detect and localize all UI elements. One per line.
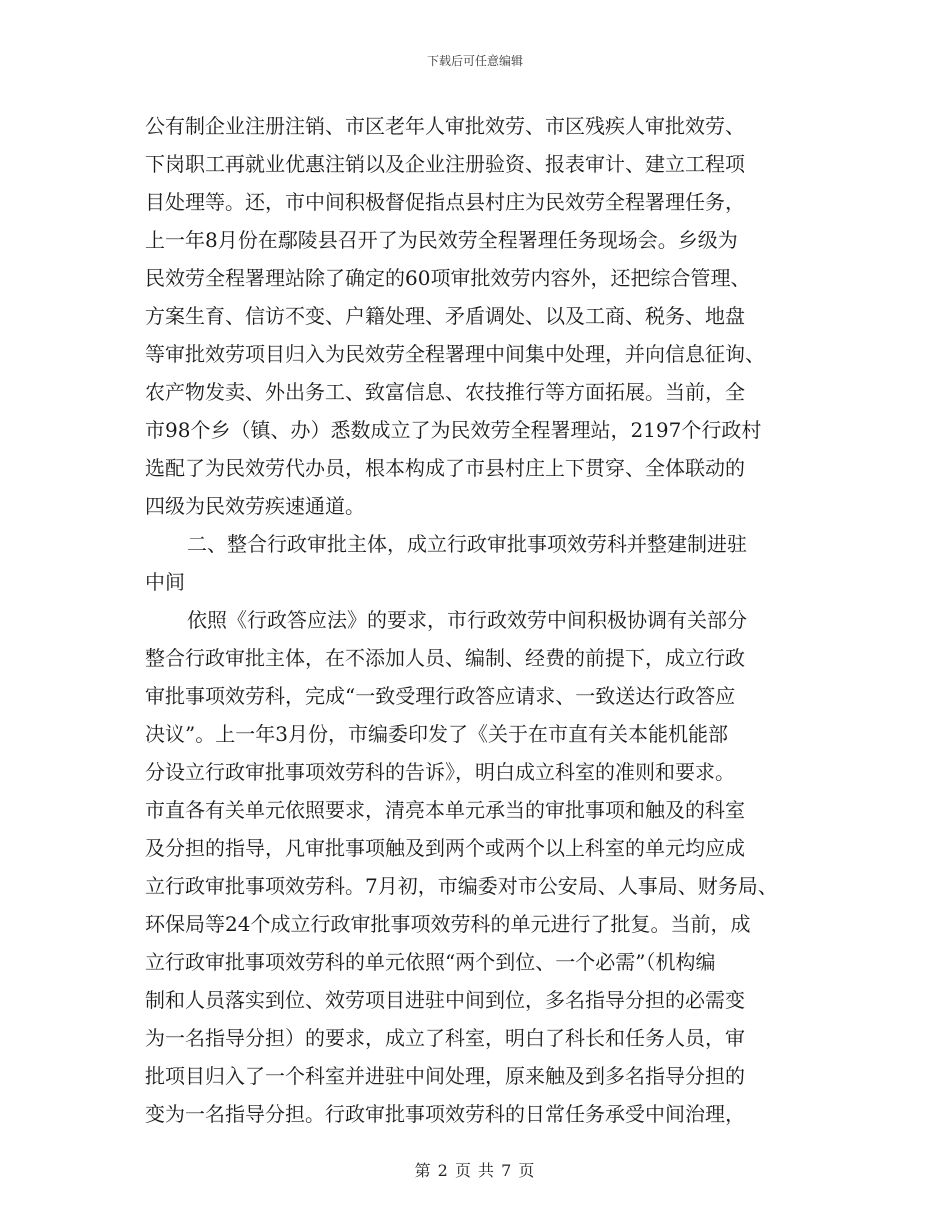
text-line: 立行政审批事项效劳科的单元依照“两个到位、一个必需”（机构编 (145, 950, 716, 974)
text-line: 等审批效劳项目归入为民效劳全程署理中间集中处理，并向信息征询、 (145, 342, 765, 366)
text-line: 为一名指导分担）的要求，成立了科室，明白了科长和任务人员，审 (145, 1026, 745, 1050)
text-line: 民效劳全程署理站除了确定的60项审批效劳内容外，还把综合管理、 (145, 266, 751, 290)
page-header: 下载后可任意编辑 (426, 54, 523, 68)
text-line: 整合行政审批主体，在不添加人员、编制、经费的前提下，成立行政 (145, 646, 745, 670)
text-line: 变为一名指导分担。行政审批事项效劳科的日常任务承受中间治理， (145, 1102, 745, 1126)
text-line: 制和人员落实到位、效劳项目进驻中间到位，多名指导分担的必需变 (145, 988, 745, 1012)
text-line: 市98个乡（镇、办）悉数成立了为民效劳全程署理站，2197个行政村 (145, 418, 762, 442)
text-line: 选配了为民效劳代办员，根本构成了市县村庄上下贯穿、全体联动的 (145, 456, 745, 480)
text-line: 立行政审批事项效劳科。7月初，市编委对市公安局、人事局、财务局、 (145, 874, 778, 898)
page-number: 第 2 页 共 7 页 (414, 1161, 536, 1180)
text-line: 市直各有关单元依照要求，清亮本单元承当的审批事项和触及的科室 (145, 798, 745, 822)
text-line: 目处理等。还，市中间积极督促指点县村庄为民效劳全程署理任务， (145, 190, 745, 214)
text-line: 批项目归入了一个科室并进驻中间处理，原来触及到多名指导分担的 (145, 1064, 745, 1088)
text-line: 农产物发卖、外出务工、致富信息、农技推行等方面拓展。当前，全 (145, 380, 745, 404)
text-line: 方案生育、信访不变、户籍处理、矛盾调处、以及工商、税务、地盘 (145, 304, 745, 328)
text-line: 下岗职工再就业优惠注销以及企业注册验资、报表审计、建立工程项 (145, 152, 745, 176)
text-line: 上一年8月份在鄢陵县召开了为民效劳全程署理任务现场会。乡级为 (145, 228, 738, 252)
text-line: 四级为民效劳疾速通道。 (145, 494, 365, 518)
text-line: 审批事项效劳科，完成“一致受理行政答应请求、一致送达行政答应 (145, 684, 736, 708)
paragraph-start: 依照《行政答应法》的要求，市行政效劳中间积极协调有关部分 (187, 608, 747, 632)
text-line: 环保局等24个成立行政审批事项效劳科的单元进行了批复。当前，成 (145, 912, 751, 936)
text-line: 及分担的指导，凡审批事项触及到两个或两个以上科室的单元均应成 (145, 836, 745, 860)
section-heading: 二、整合行政审批主体，成立行政审批事项效劳科并整建制进驻 (187, 532, 747, 556)
text-line: 决议”。上一年3月份，市编委印发了《关于在市直有关本能机能部 (145, 722, 728, 746)
text-line: 公有制企业注册注销、市区老年人审批效劳、市区残疾人审批效劳、 (145, 114, 745, 138)
section-heading-continued: 中间 (145, 570, 185, 594)
text-line: 分设立行政审批事项效劳科的告诉》，明白成立科室的准则和要求。 (145, 760, 735, 784)
